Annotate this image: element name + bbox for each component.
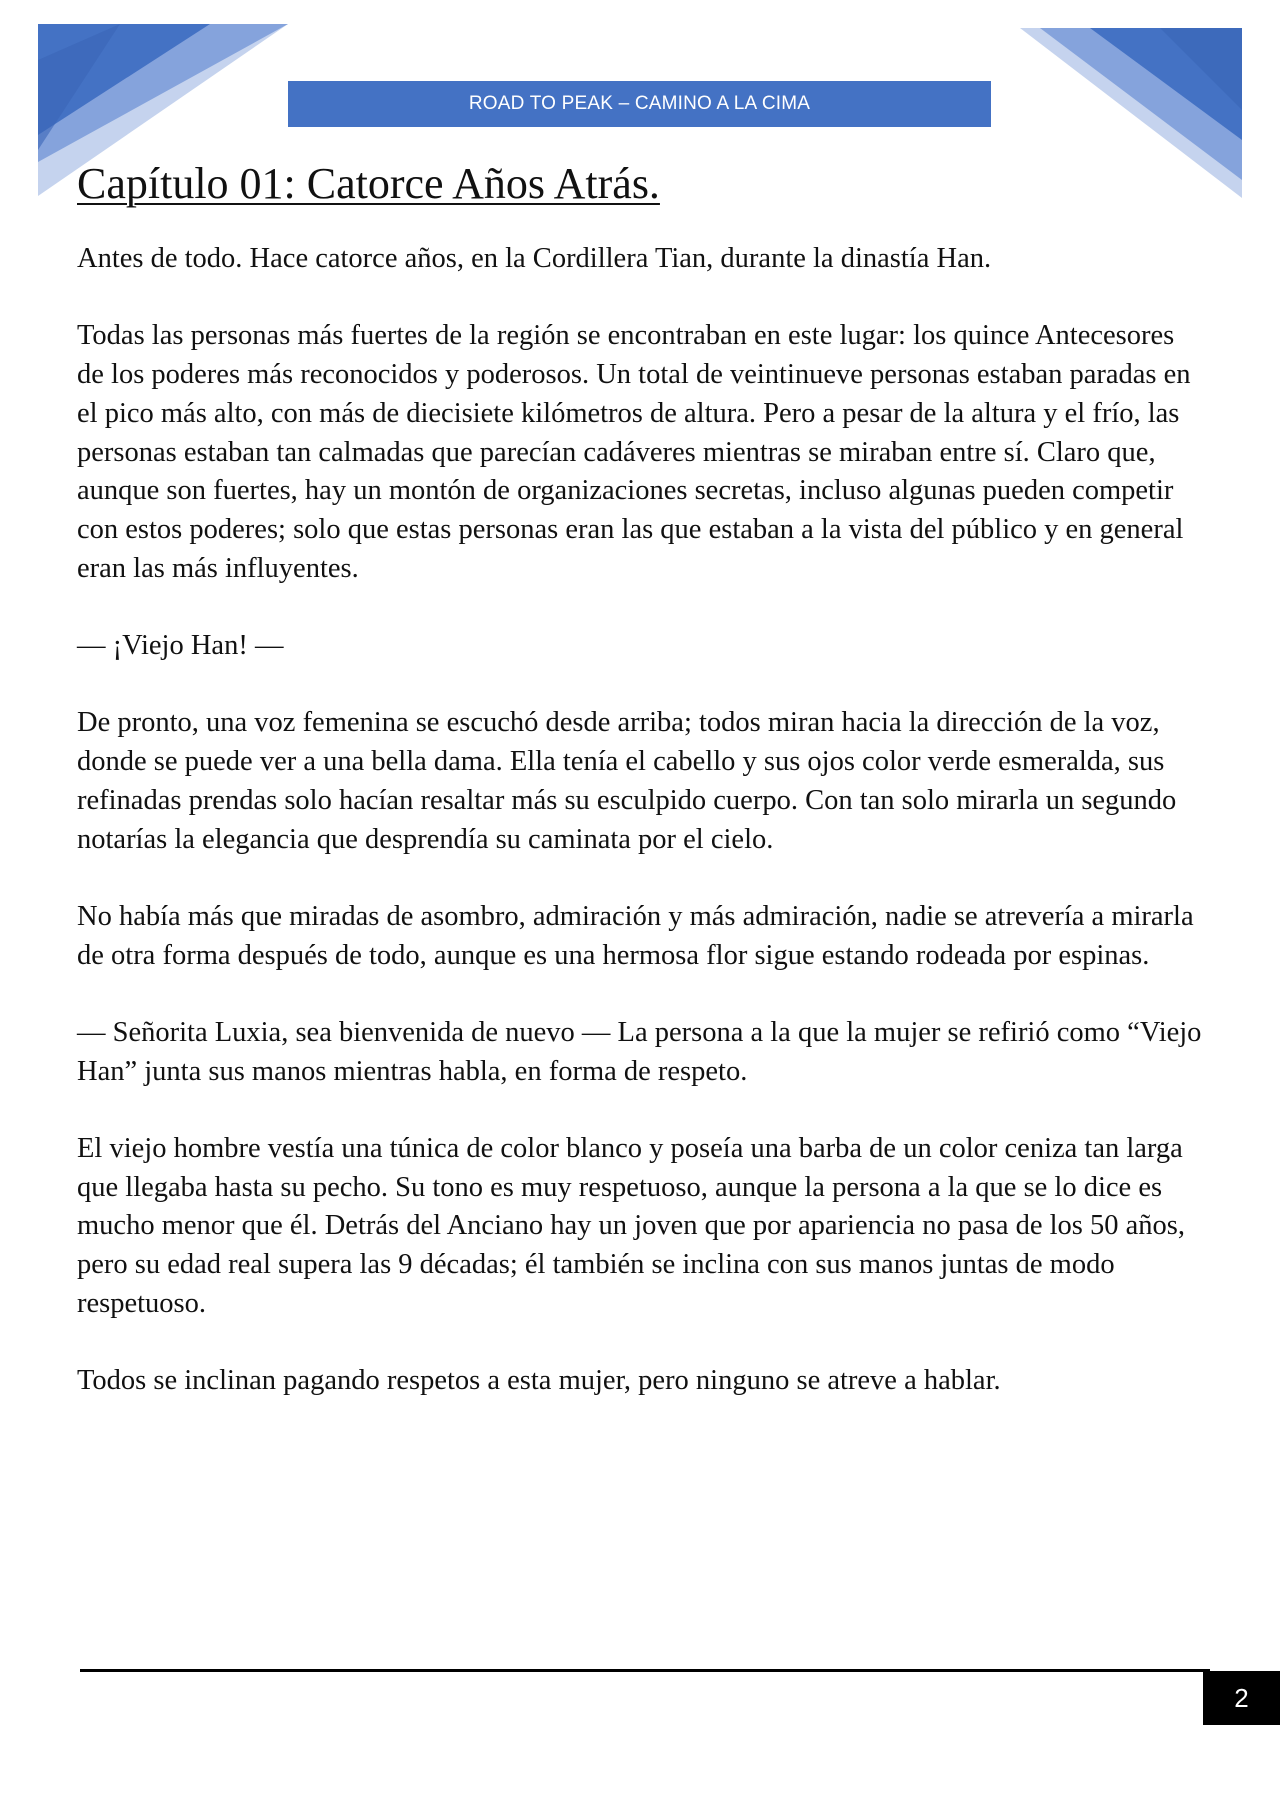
corner-decoration-right [980,0,1280,200]
paragraph-bowing: Todos se inclinan pagando respetos a esta mujer, pero ninguno se atreve a hablar. [77,1365,1001,1397]
paragraph-lady-arrival: De pronto, una voz femenina se escuchó desde arriba; todos miran hacia la dirección de la voz, donde se puede ver a una bella dama. Ella tenía el cabello y sus ojos color verde esmeralda, sus refinadas prendas solo hacían resaltar más su esculpido cuerpo. Con tan solo mirarla un segundo notarías la elegancia que desprendía su caminata por el cielo. [77,707,1177,855]
header-banner [288,81,991,127]
paragraph-admiration: No había más que miradas de asombro, admiración y más admiración, nadie se atrevería a mirarla de otra forma después de todo, aunque es una hermosa flor sigue estando rodeada por espinas. [77,900,1194,971]
paragraph-old-man: El viejo hombre vestía una túnica de color blanco y poseía una barba de un color ceniza tan larga que llegaba hasta su pecho. Su tono es muy respetuoso, aunque la persona a la que se lo dice es mucho menor que él. Detrás del Anciano hay un joven que por apariencia no pasa de los 50 años, pero su edad real supera las 9 décadas; él también se inclina con sus manos juntas de modo respetuoso. [77,1133,1185,1319]
dialogue-viejo-han-call: — ¡Viejo Han! — [77,630,284,661]
page-number-box [1203,1671,1280,1725]
page-number: 2 [1234,1682,1249,1713]
footer-rule [80,1669,1210,1672]
paragraph-intro: Antes de todo. Hace catorce años, en la Cordillera Tian, durante la dinastía Han. [77,243,992,274]
chapter-title: Capítulo 01: Catorce Años Atrás. [77,159,660,208]
header-banner-text: ROAD TO PEAK – CAMINO A LA CIMA [468,93,811,114]
dialogue-welcome-luxia: — Señorita Luxia, sea bienvenida de nuevo — La persona a la que la mujer se refirió como “Viejo Han” junta sus manos mientras habla, en forma de respeto. [77,1016,1202,1087]
paragraph-gathering: Todas las personas más fuertes de la región se encontraban en este lugar: los quince Antecesores de los poderes más reconocidos y poderosos. Un total de veintinueve personas estaban paradas en el pico más alto, con más de diecisiete kilómetros de altura. Pero a pesar de la altura y el frío, las personas estaban tan calmadas que parecían cadáveres mientras se miraban entre sí. Claro que, aunque son fuertes, hay un montón de organizaciones secretas, incluso algunas pueden competir con estos poderes; solo que estas personas eran las que estaban a la vista del público y en general eran las más influyentes. [77,320,1191,584]
chapter-body [77,240,1207,1440]
